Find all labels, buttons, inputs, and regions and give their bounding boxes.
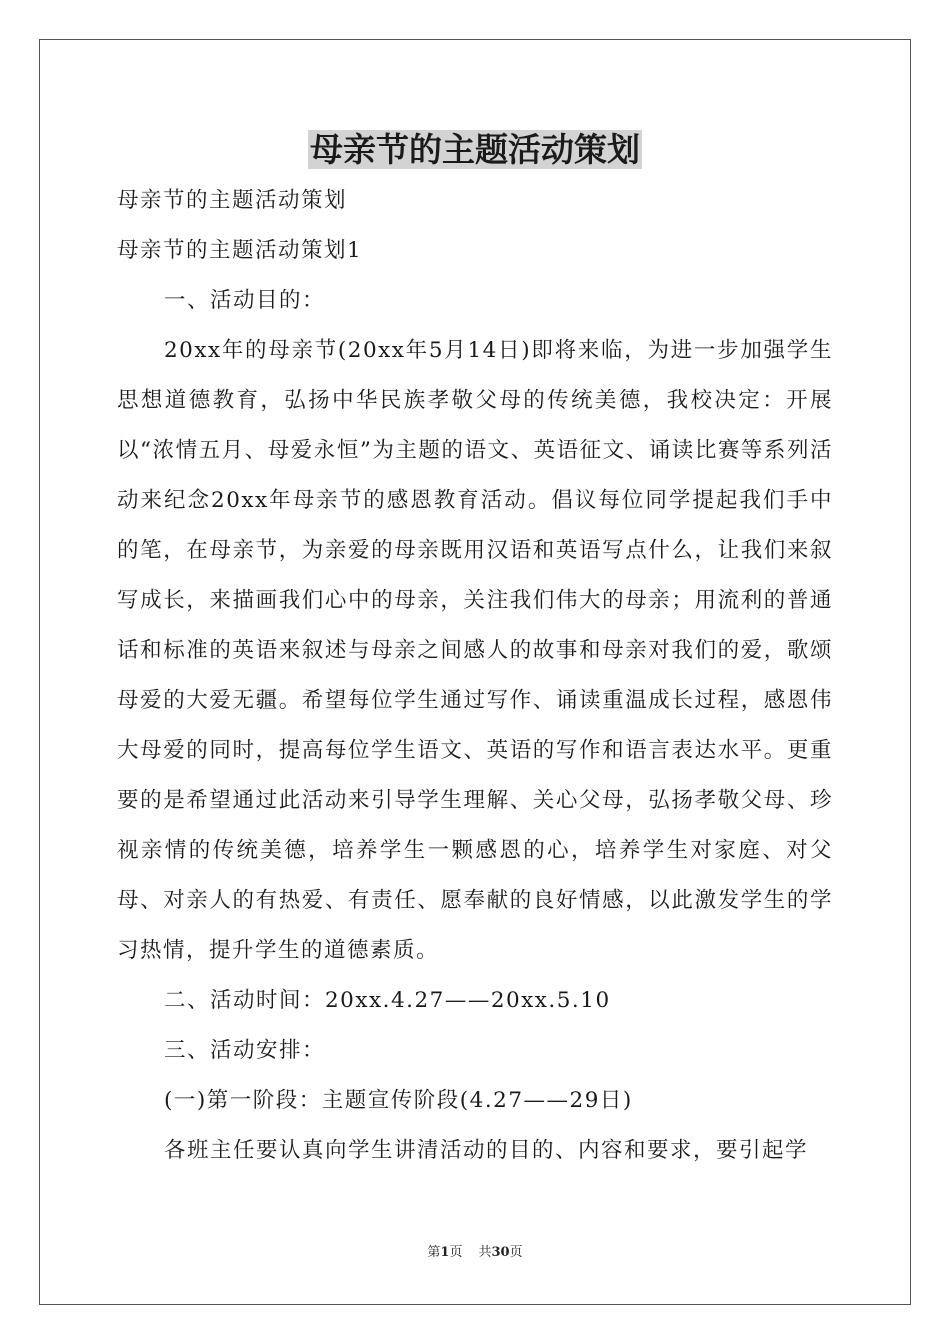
footer-total-prefix: 共 [478, 1245, 492, 1260]
footer-page-label: 页 [449, 1245, 463, 1260]
paragraph: 各班主任要认真向学生讲清活动的目的、内容和要求，要引起学 [164, 1138, 809, 1163]
footer-total-label: 页 [509, 1245, 523, 1260]
paragraph: 母亲节的主题活动策划1 [117, 238, 363, 263]
document-title [0, 128, 950, 172]
footer-page-prefix: 第 [427, 1245, 441, 1260]
paragraph: 母亲节的主题活动策划 [117, 188, 348, 213]
paragraph: 20xx年的母亲节(20xx年5月14日)即将来临，为进一步加强学生思想道德教育，弘扬中华民族孝敬父母的传统美德，我校决定：开展以“浓情五月、母爱永恒”为主题的语文、英语征文、诵读比赛等系列活动来纪念20xx年母亲节的感恩教育活动。倡议每位同学提起我们手中的笔，在母亲节，为亲爱的母亲既用汉语和英语写点什么，让我们来叙写成长，来描画我们心中的母亲，关注我们伟大的母亲；用流利的普通话和标准的英语来叙述与母亲之间感人的故事和母亲对我们的爱，歌颂母爱的大爱无疆。希望每位学生通过写作、诵读重温成长过程，感恩伟大母爱的同时，提高每位学生语文、英语的写作和语言表达水平。更重要的是希望通过此活动来引导学生理解、关心父母，弘扬孝敬父母、珍视亲情的传统美德，培养学生一颗感恩的心，培养学生对家庭、对父母、对亲人的有热爱、有责任、愿奉献的良好情感，以此激发学生的学习热情，提升学生的道德素质。 [117, 338, 833, 963]
footer-page-current: 1 [440, 1245, 450, 1260]
paragraph: 二、活动时间：20xx.4.27——20xx.5.10 [164, 988, 611, 1013]
page-footer [0, 1243, 950, 1263]
document-title-text: 母亲节的主题活动策划 [310, 130, 640, 169]
document-body [117, 176, 833, 1176]
footer-page-total: 30 [491, 1245, 510, 1260]
paragraph: (一)第一阶段：主题宣传阶段(4.27——29日) [164, 1088, 633, 1113]
paragraph: 三、活动安排： [164, 1038, 326, 1063]
paragraph: 一、活动目的： [164, 288, 326, 313]
